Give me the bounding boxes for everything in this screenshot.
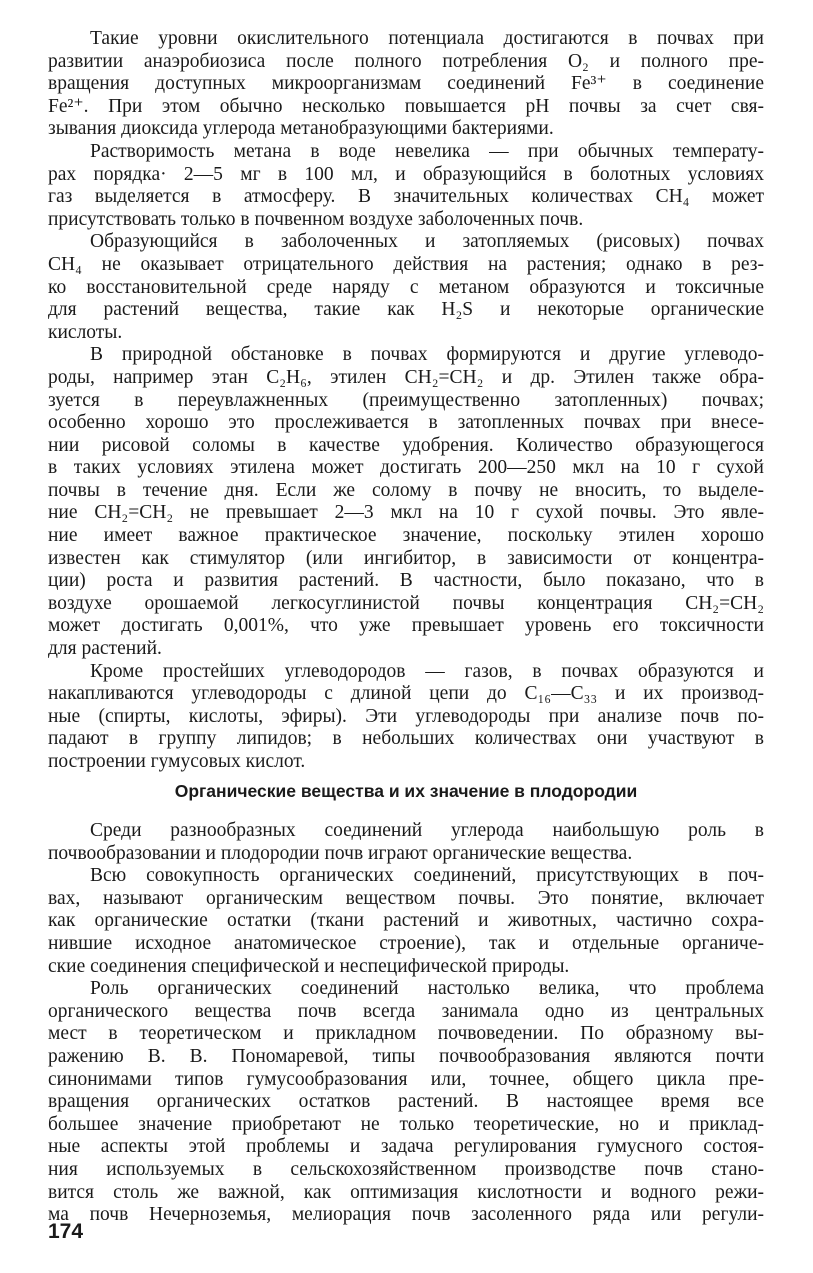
text-block-organic-matter — [48, 820, 764, 1227]
text-line: ния используемых в сельскохозяйственном производстве почв стано- — [48, 1158, 764, 1180]
text-line: Растворимость метана в воде невелика — при обычных температу- — [90, 140, 764, 162]
text-line: Fe²⁺. При этом обычно несколько повышается pH почвы за счет свя- — [48, 95, 764, 117]
text-line: почвы в течение дня. Если же солому в почву не вносить, то выделе- — [48, 479, 764, 501]
text-line: рах порядка· 2—5 мг в 100 мл, и образующийся в болотных условиях — [48, 163, 764, 185]
text-line: в таких условиях этилена может достигать 200—250 мкл на 10 г сухой — [48, 457, 764, 479]
text-line: зуется в переувлажненных (преимущественно затопленных) почвах; — [48, 389, 764, 411]
text-line: Такие уровни окислительного потенциала достигаются в почвах при — [90, 28, 764, 49]
text-line: зывания диоксида углерода метанобразующими бактериями. — [48, 118, 554, 140]
text-line: ные аспекты этой проблемы и задача регулирования гумусного состоя- — [48, 1136, 764, 1158]
text-line: CH₄ не оказывает отрицательного действия на растения; однако в рез- — [48, 253, 764, 275]
text-line: нии рисовой соломы в качестве удобрения. Количество образующегося — [48, 434, 764, 456]
text-line: вращения доступных микроорганизмам соединений Fe³⁺ в соединение — [48, 73, 764, 95]
text-line: вращения органических остатков растений. В настоящее время все — [48, 1091, 764, 1113]
text-line: воздухе орошаемой легкосуглинистой почвы концентрация CH₂=CH₂ — [48, 592, 764, 614]
text-line: как органические остатки (ткани растений и животных, частично сохра- — [48, 910, 764, 932]
text-line: построении гумусовых кислот. — [48, 751, 306, 772]
text-line: большее значение приобретают не только теоретические, но и приклад- — [48, 1113, 764, 1135]
text-line: роды, например этан C₂H₆, этилен CH₂=CH₂ и др. Этилен также обра- — [48, 366, 764, 388]
section-heading: Органические вещества и их значение в плодородии — [174, 781, 638, 801]
text-line: ные (спирты, кислоты, эфиры). Эти углеводороды при анализе почв по- — [48, 705, 764, 727]
text-line: мест в теоретическом и прикладном почвоведении. По образному вы- — [48, 1023, 764, 1045]
text-line: В природной обстановке в почвах формируются и другие углеводо- — [90, 344, 764, 366]
text-line: падают в группу липидов; в небольших количествах они участвуют в — [48, 728, 764, 750]
text-line: Среди разнообразных соединений углерода наибольшую роль в — [90, 820, 764, 841]
text-line: вится столь же важной, как оптимизация кислотности и водного режи- — [48, 1181, 764, 1203]
text-line: Роль органических соединений настолько велика, что проблема — [90, 978, 764, 1000]
text-line: особенно хорошо это прослеживается в затопленных почвах при внесе- — [48, 412, 764, 434]
text-block-hydrocarbons — [48, 28, 764, 774]
text-line: присутствовать только в почвенном воздухе заболоченных почв. — [48, 208, 584, 230]
text-line: почвообразовании и плодородии почв играют органические вещества. — [48, 842, 633, 864]
text-line: накапливаются углеводороды с длиной цепи до C₁₆—C₃₃ и их производ- — [48, 683, 764, 705]
text-line: вах, называют органическим веществом почвы. Это понятие, включает — [48, 887, 764, 909]
text-line: ские соединения специфической и неспецифической природы. — [48, 955, 570, 977]
text-line: ние имеет важное практическое значение, поскольку этилен хорошо — [48, 525, 764, 547]
text-line: газ выделяется в атмосферу. В значительных количествах CH₄ может — [48, 186, 764, 208]
text-line: ма почв Нечерноземья, мелиорация почв засоленного ряда или регули- — [48, 1204, 764, 1226]
text-line: ко восстановительной среде наряду с метаном образуются и токсичные — [48, 276, 764, 298]
text-line: развитии анаэробиозиса после полного потребления O₂ и полного пре- — [48, 50, 764, 72]
text-line: известен как стимулятор (или ингибитор, в зависимости от концентра- — [48, 547, 764, 569]
text-line: нившие исходное анатомическое строение), так и отдельные органиче- — [48, 932, 764, 954]
text-line: органического вещества почв всегда занимала одно из центральных — [48, 1000, 764, 1022]
text-line: Всю совокупность органических соединений, присутствующих в поч- — [90, 865, 764, 887]
text-line: может достигать 0,001%, что уже превышает уровень его токсичности — [48, 615, 764, 637]
text-line: ражению В. В. Пономаревой, типы почвообразования являются почти — [48, 1045, 764, 1067]
text-line: ции) роста и развития растений. В частности, было показано, что в — [48, 570, 764, 592]
text-line: ние CH₂=CH₂ не превышает 2—3 мкл на 10 г сухой почвы. Это явле- — [48, 502, 764, 524]
text-line: для растений вещества, такие как H₂S и некоторые органические — [48, 299, 764, 321]
text-line: для растений. — [48, 638, 162, 660]
text-line: синонимами типов гумусообразования или, точнее, общего цикла пре- — [48, 1068, 764, 1090]
text-line: Кроме простейших углеводородов — газов, в почвах образуются и — [90, 660, 764, 682]
page-number: 174 — [48, 1220, 84, 1243]
text-line: Образующийся в заболоченных и затопляемых (рисовых) почвах — [90, 231, 764, 253]
text-line: кислоты. — [48, 321, 123, 343]
